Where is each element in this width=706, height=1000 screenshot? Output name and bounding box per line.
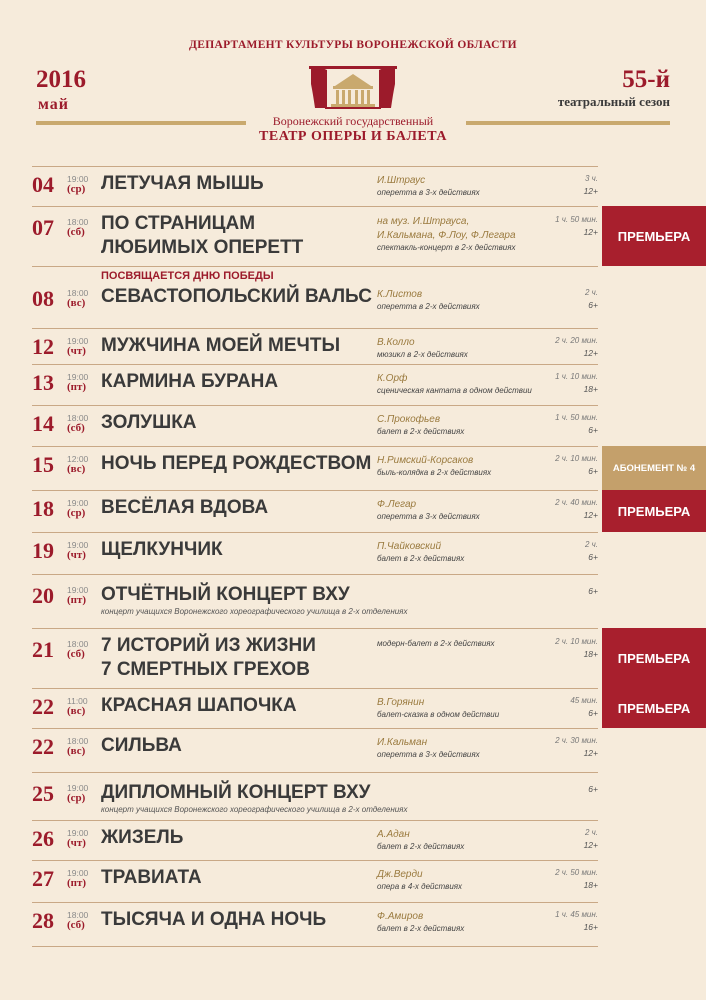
event-duration: 2 ч. [584,828,598,837]
event-time: 18:00 [67,639,89,649]
event-time: 18:00 [67,910,89,920]
event-author: Дж.Верди [377,869,423,880]
event-weekday: (ср) [67,183,86,195]
event-row [32,728,598,772]
event-title: НОЧЬ ПЕРЕД РОЖДЕСТВОМ [101,453,372,474]
event-age-rating: 12+ [583,748,598,758]
event-weekday: (вс) [67,745,86,757]
event-time: 18:00 [67,413,89,423]
event-duration: 2 ч. [584,540,598,549]
event-age-rating: 12+ [583,510,598,520]
event-day: 18 [32,496,54,521]
event-row [32,266,598,328]
event-time: 19:00 [67,868,89,878]
event-title: ПО СТРАНИЦАМ [101,213,256,234]
event-day: 20 [32,583,54,608]
event-row [32,574,598,628]
event-author: К.Орф [377,373,408,384]
event-weekday: (сб) [67,226,85,238]
event-author: И.Кальман [377,737,428,748]
event-day: 22 [32,694,54,719]
event-weekday: (сб) [67,919,85,931]
event-weekday: (сб) [67,648,85,660]
event-title: ТРАВИАТА [101,867,202,888]
event-duration: 1 ч. 45 мин. [555,910,598,919]
event-age-rating: 6+ [588,586,598,596]
event-title: ОТЧЁТНЫЙ КОНЦЕРТ ВХУ [101,584,350,605]
event-weekday: (ср) [67,507,86,519]
event-row [32,902,598,946]
event-age-rating: 6+ [588,708,598,718]
department-title: ДЕПАРТАМЕНТ КУЛЬТУРЫ ВОРОНЕЖСКОЙ ОБЛАСТИ [189,39,517,51]
event-row [32,688,598,728]
event-weekday: (чт) [67,837,86,849]
event-weekday: (пт) [67,381,87,393]
premiere-badge: ПРЕМЬЕРА [602,206,706,266]
event-genre: быль-колядка в 2-х действиях [377,468,492,477]
event-genre: балет-сказка в одном действии [377,710,500,719]
event-age-rating: 6+ [588,784,598,794]
event-title: КРАСНАЯ ШАПОЧКА [101,695,297,716]
event-row [32,206,598,266]
event-genre: спектакль-концерт в 2-х действиях [377,243,516,252]
event-time: 19:00 [67,828,89,838]
event-title: ВЕСЁЛАЯ ВДОВА [101,497,269,518]
event-row [32,328,598,364]
premiere-badge: ПРЕМЬЕРА [602,628,706,688]
season-label: театральный сезон [557,94,670,109]
event-genre: балет в 2-х действиях [377,554,465,563]
event-day: 19 [32,538,54,563]
event-time: 19:00 [67,585,89,595]
event-age-rating: 12+ [583,227,598,237]
subscription-badge: АБОНЕМЕНТ № 4 [602,446,706,490]
event-author: И.Кальмана, Ф.Лоу, Ф.Легара [377,230,516,241]
event-time: 12:00 [67,454,89,464]
event-weekday: (вс) [67,463,86,475]
event-time: 18:00 [67,217,89,227]
event-title: КАРМИНА БУРАНА [101,371,279,392]
event-author: В.Колло [377,337,415,348]
event-weekday: (ср) [67,792,86,804]
event-row [32,364,598,405]
event-row [32,532,598,574]
event-author: Ф.Амиров [377,911,424,922]
month: май [38,96,70,113]
event-row [32,860,598,902]
event-weekday: (чт) [67,345,86,357]
event-time: 19:00 [67,540,89,550]
event-day: 22 [32,734,54,759]
event-title: ЖИЗЕЛЬ [101,827,184,848]
event-time: 18:00 [67,736,89,746]
event-title: ЛЕТУЧАЯ МЫШЬ [101,173,264,194]
event-time: 19:00 [67,498,89,508]
event-duration: 2 ч. 10 мин. [555,637,598,646]
event-genre: оперетта в 3-х действиях [377,512,480,521]
event-row [32,490,598,532]
event-title: ЩЕЛКУНЧИК [101,539,223,560]
event-row [32,820,598,860]
event-author: И.Штраус [377,175,426,186]
event-age-rating: 18+ [583,880,598,890]
event-age-rating: 6+ [588,466,598,476]
theatre-title: ТЕАТР ОПЕРЫ И БАЛЕТА [259,129,447,144]
event-duration: 2 ч. 50 мин. [555,868,598,877]
event-time: 19:00 [67,336,89,346]
event-day: 15 [32,452,54,477]
season-number: 55-й [622,66,670,93]
event-author: Н.Римский-Корсаков [377,455,474,466]
event-genre: балет в 2-х действиях [377,842,465,851]
event-author: Ф.Легар [377,499,417,510]
event-title: 7 ИСТОРИЙ ИЗ ЖИЗНИ [101,635,316,656]
event-weekday: (сб) [67,422,85,434]
event-duration: 2 ч. [584,288,598,297]
event-duration: 2 ч. 10 мин. [555,454,598,463]
event-title: ЗОЛУШКА [101,412,197,433]
event-genre: оперетта в 3-х действиях [377,188,480,197]
event-row [32,772,598,820]
event-age-rating: 6+ [588,300,598,310]
event-duration: 2 ч. 30 мин. [555,736,598,745]
event-weekday: (пт) [67,594,87,606]
event-duration: 45 мин. [570,696,598,705]
event-day: 25 [32,781,54,806]
event-age-rating: 12+ [583,186,598,196]
event-age-rating: 12+ [583,348,598,358]
premiere-badge: ПРЕМЬЕРА [602,490,706,532]
event-row [32,166,598,206]
event-age-rating: 18+ [583,384,598,394]
event-day: 21 [32,637,54,662]
year: 2016 [36,66,86,93]
dedication-note: ПОСВЯЩАЕТСЯ ДНЮ ПОБЕДЫ [101,270,274,282]
event-row [32,628,598,688]
event-day: 08 [32,286,54,311]
event-row [32,405,598,446]
event-duration: 2 ч. 20 мин. [555,336,598,345]
event-genre: оперетта в 2-х действиях [377,302,480,311]
event-genre: оперетта в 3-х действиях [377,750,480,759]
premiere-badge: ПРЕМЬЕРА [602,688,706,728]
event-day: 13 [32,370,54,395]
event-day: 07 [32,215,54,240]
event-title: 7 СМЕРТНЫХ ГРЕХОВ [101,659,310,680]
theatre-name: Воронежский государственный [272,114,434,128]
event-duration: 1 ч. 50 мин. [555,215,598,224]
event-author: С.Прокофьев [377,414,441,425]
event-genre: балет в 2-х действиях [377,427,465,436]
event-title: МУЖЧИНА МОЕЙ МЕЧТЫ [101,335,341,356]
event-author: П.Чайковский [377,541,442,552]
event-duration: 3 ч. [584,174,598,183]
event-day: 26 [32,826,54,851]
event-genre: балет в 2-х действиях [377,924,465,933]
event-title: СЕВАСТОПОЛЬСКИЙ ВАЛЬС [101,286,372,307]
event-title: ТЫСЯЧА И ОДНА НОЧЬ [101,909,327,930]
event-day: 14 [32,411,54,436]
event-age-rating: 6+ [588,425,598,435]
event-author: на муз. И.Штрауса, [377,216,470,227]
event-age-rating: 18+ [583,649,598,659]
event-day: 28 [32,908,54,933]
event-title: ДИПЛОМНЫЙ КОНЦЕРТ ВХУ [101,782,371,803]
event-author: К.Листов [377,289,423,300]
event-time: 19:00 [67,174,89,184]
event-subline: концерт учащихся Воронежского хореографического училища в 2-х отделениях [101,805,408,814]
event-row [32,446,598,490]
event-day: 27 [32,866,54,891]
event-title: СИЛЬВА [101,735,182,756]
event-genre: опера в 4-х действиях [377,882,463,891]
event-age-rating: 16+ [583,922,598,932]
event-weekday: (пт) [67,877,87,889]
event-time: 18:00 [67,288,89,298]
event-time: 19:00 [67,372,89,382]
event-genre: сценическая кантата в одном действии [377,386,532,395]
event-genre: мюзикл в 2-х действиях [377,350,468,359]
event-day: 04 [32,172,54,197]
event-weekday: (вс) [67,705,86,717]
event-age-rating: 6+ [588,552,598,562]
event-time: 11:00 [67,696,88,706]
event-subline: концерт учащихся Воронежского хореографического училища в 2-х отделениях [101,607,408,616]
event-weekday: (вс) [67,297,86,309]
event-title: ЛЮБИМЫХ ОПЕРЕТТ [101,237,304,258]
event-duration: 2 ч. 40 мин. [555,498,598,507]
event-genre: модерн-балет в 2-х действиях [377,639,495,648]
event-age-rating: 12+ [583,840,598,850]
event-duration: 1 ч. 50 мин. [555,413,598,422]
event-author: А.Адан [377,829,410,840]
event-author: В.Горянин [377,697,425,708]
event-time: 19:00 [67,783,89,793]
event-duration: 1 ч. 10 мин. [555,372,598,381]
event-day: 12 [32,334,54,359]
event-weekday: (чт) [67,549,86,561]
row-separator [32,946,598,947]
